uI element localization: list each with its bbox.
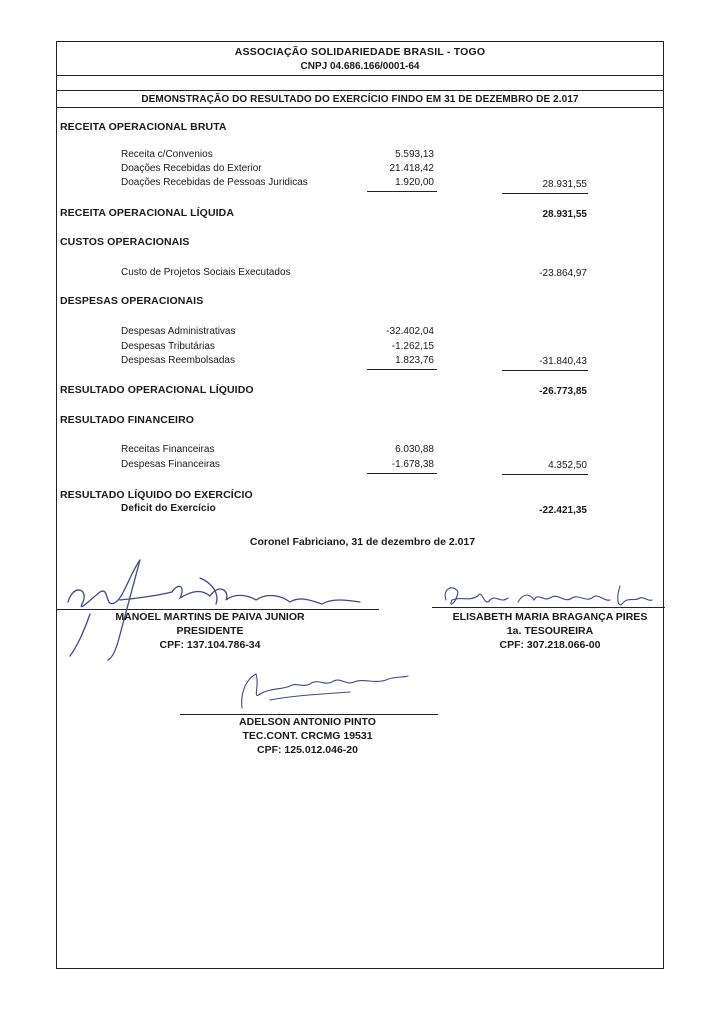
section-total: 4.352,50 (548, 460, 587, 471)
line-item-label: Receita c/Convenios (121, 149, 213, 160)
signatory-cpf: CPF: 307.218.066-00 (499, 639, 601, 651)
signatory-president (60, 610, 360, 652)
header-divider (57, 75, 663, 76)
total-underline (502, 193, 588, 194)
line-item-value: 6.030,88 (395, 444, 434, 455)
section-heading-resultado-operacional: RESULTADO OPERACIONAL LÍQUIDO (60, 384, 254, 396)
signatory-role: TEC.CONT. CRCMG 19531 (242, 730, 373, 742)
line-item-value: 1.823,76 (395, 355, 434, 366)
total-underline (502, 474, 588, 475)
section-total: -22.421,35 (539, 505, 587, 516)
line-item-label: Custo de Projetos Sociais Executados (121, 267, 291, 278)
line-item-value: -32.402,04 (386, 326, 434, 337)
line-item-label: Doações Recebidas do Exterior (121, 163, 262, 174)
total-underline (502, 370, 588, 371)
title-top-divider (57, 90, 663, 91)
signatory-name: ELISABETH MARIA BRAGANÇA PIRES (452, 611, 648, 623)
line-item-label: Receitas Financeiras (121, 444, 215, 455)
signatory-cpf: CPF: 125.012.046-20 (257, 744, 358, 756)
document-frame (56, 41, 664, 969)
accountant-signature (230, 660, 410, 712)
place-and-date: Coronel Fabriciano, 31 de dezembro de 2.017 (249, 536, 476, 548)
line-item-value: -1.678,38 (391, 459, 434, 470)
line-item-label: Despesas Tributárias (121, 341, 215, 352)
signatory-role: PRESIDENTE (176, 625, 244, 637)
section-heading-despesas: DESPESAS OPERACIONAIS (60, 295, 204, 307)
subtotal-underline (367, 369, 437, 370)
line-item-value: 21.418,42 (389, 163, 434, 174)
signatory-accountant (175, 715, 440, 757)
signatory-role: 1a. TESOUREIRA (506, 625, 594, 637)
signatory-treasurer (425, 610, 675, 652)
line-item-label: Doações Recebidas de Pessoas Juridicas (121, 177, 308, 188)
statement-title: DEMONSTRAÇÃO DO RESULTADO DO EXERCÍCIO FINDO EM 31 DE DEZEMBRO DE 2.017 (141, 94, 579, 105)
section-heading-receita-liquida: RECEITA OPERACIONAL LÍQUIDA (60, 207, 235, 219)
title-bottom-divider (57, 107, 663, 108)
line-item-label: Despesas Reembolsadas (121, 355, 235, 366)
line-item-label: Despesas Administrativas (121, 326, 236, 337)
subtotal-underline (367, 473, 437, 474)
deficit-label: Deficit do Exercício (121, 503, 216, 514)
organization-name: ASSOCIAÇÃO SOLIDARIEDADE BRASIL - TOGO (234, 46, 486, 58)
signatory-name: ADELSON ANTONIO PINTO (239, 716, 376, 728)
section-total: -26.773,85 (539, 386, 587, 397)
section-heading-resultado-liquido: RESULTADO LÍQUIDO DO EXERCÍCIO (60, 489, 253, 501)
section-total: 28.931,55 (542, 209, 587, 220)
line-item-value: -1.262,15 (391, 341, 434, 352)
line-item-value: 1.920,00 (395, 177, 434, 188)
signatory-cpf: CPF: 137.104.786-34 (159, 639, 261, 651)
subtotal-underline (367, 191, 437, 192)
section-total: 28.931,55 (542, 179, 587, 190)
line-item-value: -23.864,97 (539, 268, 587, 279)
section-heading-receita-bruta: RECEITA OPERACIONAL BRUTA (60, 121, 227, 133)
line-item-label: Despesas Financeiras (121, 459, 220, 470)
section-total: -31.840,43 (539, 356, 587, 367)
section-heading-resultado-financeiro: RESULTADO FINANCEIRO (60, 414, 195, 426)
signatory-name: MANOEL MARTINS DE PAIVA JUNIOR (115, 611, 305, 623)
organization-cnpj: CNPJ 04.686.166/0001-64 (300, 61, 420, 72)
line-item-value: 5.593,13 (395, 149, 434, 160)
section-heading-custos: CUSTOS OPERACIONAIS (60, 236, 190, 248)
